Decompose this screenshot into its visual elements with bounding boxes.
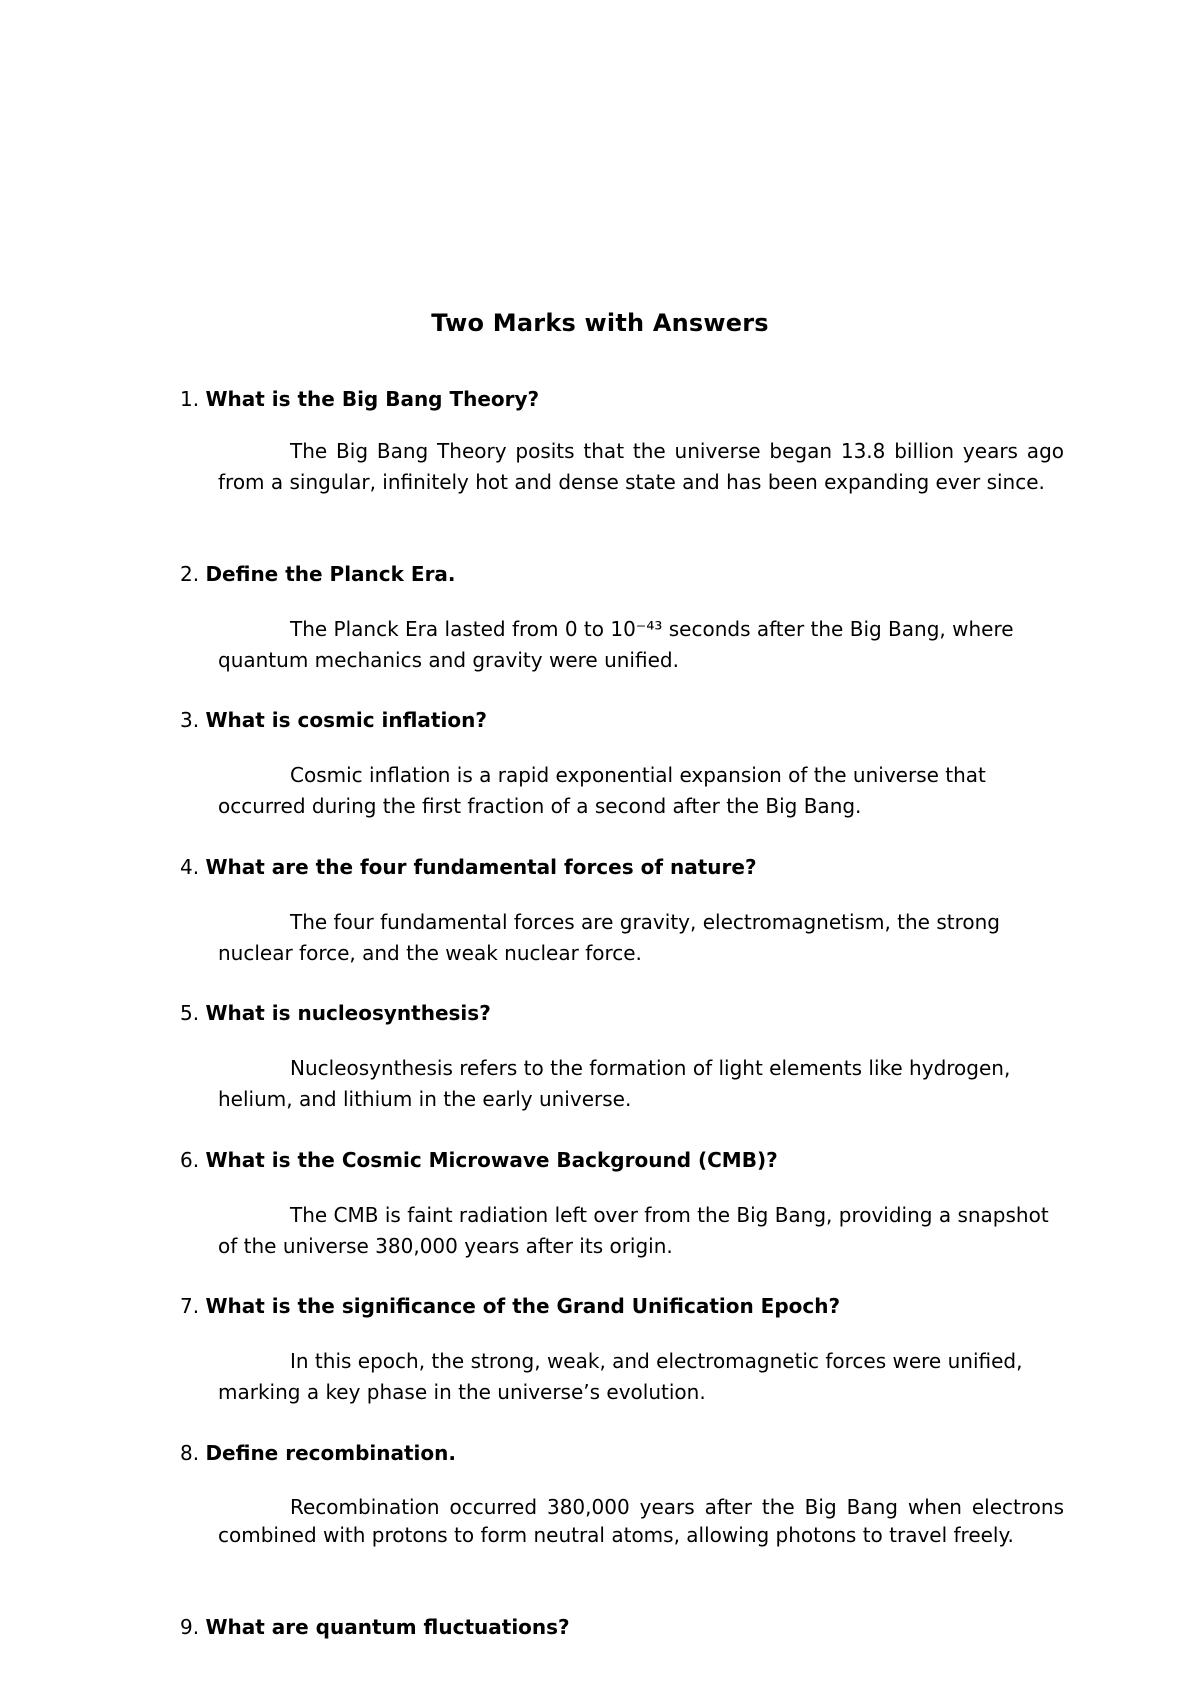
question-number: 3. <box>180 708 200 732</box>
question-5 <box>180 1000 491 1026</box>
question-number: 7. <box>180 1294 200 1318</box>
question-text: What is the significance of the Grand Unification Epoch? <box>205 1294 841 1318</box>
question-text: What is cosmic inflation? <box>205 708 487 732</box>
question-number: 8. <box>180 1441 200 1465</box>
question-8 <box>180 1440 456 1466</box>
question-1 <box>180 386 539 412</box>
answer-8: Recombination occurred 380,000 years after the Big Bang when electrons combined with protons to form neutral atoms, allowing photons to travel freely. <box>218 1495 1064 1547</box>
question-text: What are quantum fluctuations? <box>205 1615 570 1639</box>
question-4 <box>180 854 757 880</box>
document-title: Two Marks with Answers <box>431 309 769 337</box>
question-number: 2. <box>180 562 200 586</box>
question-text: Define recombination. <box>205 1441 456 1465</box>
question-3 <box>180 707 487 733</box>
answer-2: The Planck Era lasted from 0 to 10⁻⁴³ seconds after the Big Bang, where quantum mechanics and gravity were unified. <box>218 617 1014 672</box>
answer-1: The Big Bang Theory posits that the universe began 13.8 billion years ago from a singular, infinitely hot and dense state and has been expanding ever since. <box>218 439 1064 494</box>
question-6 <box>180 1147 778 1173</box>
question-number: 9. <box>180 1615 200 1639</box>
question-text: What is the Big Bang Theory? <box>205 387 540 411</box>
question-number: 5. <box>180 1001 200 1025</box>
question-7 <box>180 1293 840 1319</box>
question-text: Define the Planck Era. <box>205 562 456 586</box>
answer-3: Cosmic inflation is a rapid exponential expansion of the universe that occurred during the first fraction of a second after the Big Bang. <box>218 763 986 818</box>
question-2 <box>180 561 456 587</box>
answer-7: In this epoch, the strong, weak, and electromagnetic forces were unified, marking a key phase in the universe’s evolution. <box>218 1349 1023 1404</box>
answer-6: The CMB is faint radiation left over from the Big Bang, providing a snapshot of the universe 380,000 years after its origin. <box>218 1203 1049 1258</box>
question-number: 6. <box>180 1148 200 1172</box>
question-text: What are the four fundamental forces of nature? <box>205 855 757 879</box>
question-text: What is the Cosmic Microwave Background (CMB)? <box>205 1148 778 1172</box>
question-number: 4. <box>180 855 200 879</box>
question-text: What is nucleosynthesis? <box>205 1001 491 1025</box>
question-number: 1. <box>180 387 200 411</box>
answer-4: The four fundamental forces are gravity, electromagnetism, the strong nuclear force, and the weak nuclear force. <box>218 910 1000 965</box>
answer-5: Nucleosynthesis refers to the formation of light elements like hydrogen, helium, and lithium in the early universe. <box>218 1056 1011 1111</box>
question-9 <box>180 1614 570 1640</box>
